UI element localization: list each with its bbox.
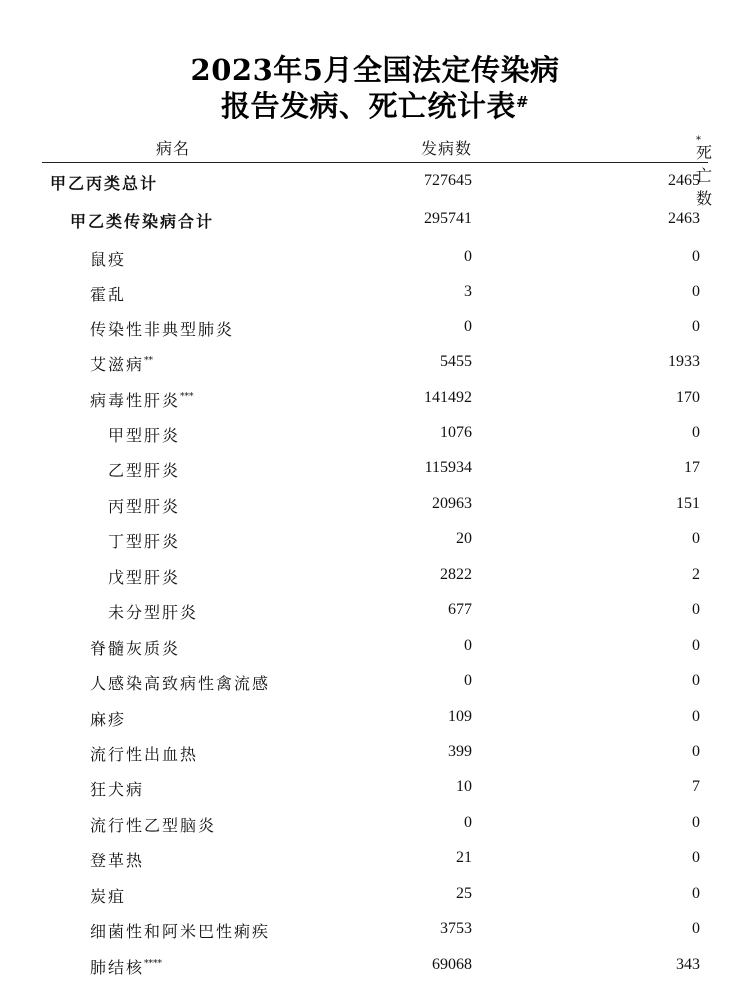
cases-count: 295741 <box>424 210 472 227</box>
footnote-mark: *** <box>180 391 194 402</box>
table-row <box>42 879 708 914</box>
header-deaths-text: 死亡数 <box>696 143 714 208</box>
disease-name <box>90 742 198 765</box>
table-row <box>42 277 708 312</box>
table-row <box>42 914 708 949</box>
disease-name <box>50 171 158 194</box>
deaths-count: 0 <box>692 248 700 265</box>
disease-name-text: 霍乱 <box>90 285 127 304</box>
cases-count: 3753 <box>440 920 472 937</box>
deaths-count: 2463 <box>668 210 700 227</box>
table-row <box>42 312 708 347</box>
cases-count: 0 <box>464 814 472 831</box>
table-row <box>42 772 708 807</box>
header-deaths-mark: * <box>696 134 702 146</box>
cases-count: 727645 <box>424 172 472 189</box>
deaths-count: 17 <box>684 459 700 476</box>
cases-count: 109 <box>448 708 472 725</box>
deaths-count: 0 <box>692 283 700 300</box>
deaths-count: 0 <box>692 849 700 866</box>
deaths-count: 0 <box>692 920 700 937</box>
disease-name-text: 细菌性和阿米巴性痢疾 <box>90 922 271 941</box>
disease-name <box>70 209 214 232</box>
disease-name <box>90 388 194 411</box>
disease-name-text: 未分型肝炎 <box>108 603 199 622</box>
cases-count: 21 <box>456 849 472 866</box>
header-rule <box>42 162 708 163</box>
disease-name-text: 肺结核 <box>90 958 145 977</box>
disease-name <box>90 707 126 730</box>
table-row <box>42 737 708 772</box>
deaths-count: 0 <box>692 637 700 654</box>
page-title-line2 <box>0 88 750 124</box>
table-row <box>42 702 708 737</box>
cases-count: 69068 <box>432 956 472 973</box>
cases-count: 20963 <box>432 495 472 512</box>
deaths-count: 0 <box>692 318 700 335</box>
cases-count: 0 <box>464 637 472 654</box>
disease-name <box>108 529 180 552</box>
deaths-count: 170 <box>676 389 700 406</box>
footnote-mark: ** <box>144 355 154 366</box>
deaths-count: 151 <box>676 495 700 512</box>
disease-name <box>108 565 180 588</box>
cases-count: 3 <box>464 283 472 300</box>
table-row <box>42 524 708 559</box>
disease-name <box>108 458 180 481</box>
page-title-line1: 2023年5月全国法定传染病 <box>190 53 560 87</box>
disease-name <box>90 848 144 871</box>
deaths-count: 0 <box>692 743 700 760</box>
disease-name-text: 甲乙丙类总计 <box>50 174 159 193</box>
cases-count: 10 <box>456 778 472 795</box>
header-cases: 发病数 <box>420 139 472 158</box>
disease-name-text: 戊型肝炎 <box>108 568 181 587</box>
table-row <box>42 595 708 630</box>
disease-name <box>90 317 234 340</box>
disease-name-text: 甲型肝炎 <box>108 426 181 445</box>
disease-name-text: 炭疽 <box>90 887 127 906</box>
header-disease-name: 病名 <box>156 139 191 158</box>
deaths-count: 0 <box>692 424 700 441</box>
table-row <box>42 560 708 595</box>
disease-name-text: 丙型肝炎 <box>108 497 181 516</box>
table-row <box>42 489 708 524</box>
cases-count: 20 <box>456 530 472 547</box>
disease-name-text: 登革热 <box>90 851 145 870</box>
deaths-count: 0 <box>692 814 700 831</box>
disease-name <box>90 352 153 375</box>
deaths-count: 7 <box>692 778 700 795</box>
table-row <box>42 242 708 277</box>
deaths-count: 0 <box>692 530 700 547</box>
table-row <box>42 843 708 878</box>
cases-count: 141492 <box>424 389 472 406</box>
deaths-count: 0 <box>692 601 700 618</box>
table-row <box>42 166 708 201</box>
disease-name-text: 艾滋病 <box>90 355 145 374</box>
table-row <box>42 666 708 701</box>
disease-name <box>90 919 270 942</box>
deaths-count: 2 <box>692 566 700 583</box>
disease-name <box>108 600 198 623</box>
cases-count: 677 <box>448 601 472 618</box>
deaths-count: 0 <box>692 885 700 902</box>
cases-count: 0 <box>464 248 472 265</box>
deaths-count: 343 <box>676 956 700 973</box>
disease-name <box>108 494 180 517</box>
disease-name-text: 脊髓灰质炎 <box>90 639 181 658</box>
disease-name <box>90 247 126 270</box>
cases-count: 0 <box>464 672 472 689</box>
cases-count: 5455 <box>440 353 472 370</box>
disease-name <box>108 423 180 446</box>
title-footnote-mark: # <box>515 93 530 111</box>
disease-name-text: 麻疹 <box>90 710 127 729</box>
disease-name-text: 鼠疫 <box>90 250 127 269</box>
deaths-count: 0 <box>692 672 700 689</box>
cases-count: 2822 <box>440 566 472 583</box>
page-title-line2-text: 报告发病、死亡统计表 <box>220 89 516 123</box>
disease-name <box>90 777 144 800</box>
disease-name <box>90 884 126 907</box>
disease-name-text: 流行性出血热 <box>90 745 199 764</box>
table-row <box>42 453 708 488</box>
cases-count: 25 <box>456 885 472 902</box>
disease-name <box>90 636 180 659</box>
footnote-mark: **** <box>144 958 163 969</box>
table-row <box>42 204 708 239</box>
disease-name <box>90 671 270 694</box>
table-row <box>42 808 708 843</box>
disease-name <box>90 955 162 978</box>
table-row <box>42 347 708 382</box>
cases-count: 0 <box>464 318 472 335</box>
table-row <box>42 950 708 985</box>
disease-name-text: 狂犬病 <box>90 780 145 799</box>
disease-name-text: 丁型肝炎 <box>108 532 181 551</box>
disease-name <box>90 813 216 836</box>
deaths-count: 0 <box>692 708 700 725</box>
deaths-count: 2465 <box>668 172 700 189</box>
disease-name-text: 甲乙类传染病合计 <box>70 212 215 231</box>
deaths-count: 1933 <box>668 353 700 370</box>
cases-count: 399 <box>448 743 472 760</box>
disease-name-text: 传染性非典型肺炎 <box>90 320 235 339</box>
header-deaths <box>696 134 714 208</box>
disease-name-text: 人感染高致病性禽流感 <box>90 674 271 693</box>
cases-count: 1076 <box>440 424 472 441</box>
disease-name-text: 流行性乙型脑炎 <box>90 816 217 835</box>
table-row <box>42 631 708 666</box>
table-row <box>42 383 708 418</box>
disease-name-text: 乙型肝炎 <box>108 461 181 480</box>
disease-name <box>90 282 126 305</box>
cases-count: 115934 <box>424 459 472 476</box>
table-row <box>42 418 708 453</box>
disease-name-text: 病毒性肝炎 <box>90 391 181 410</box>
